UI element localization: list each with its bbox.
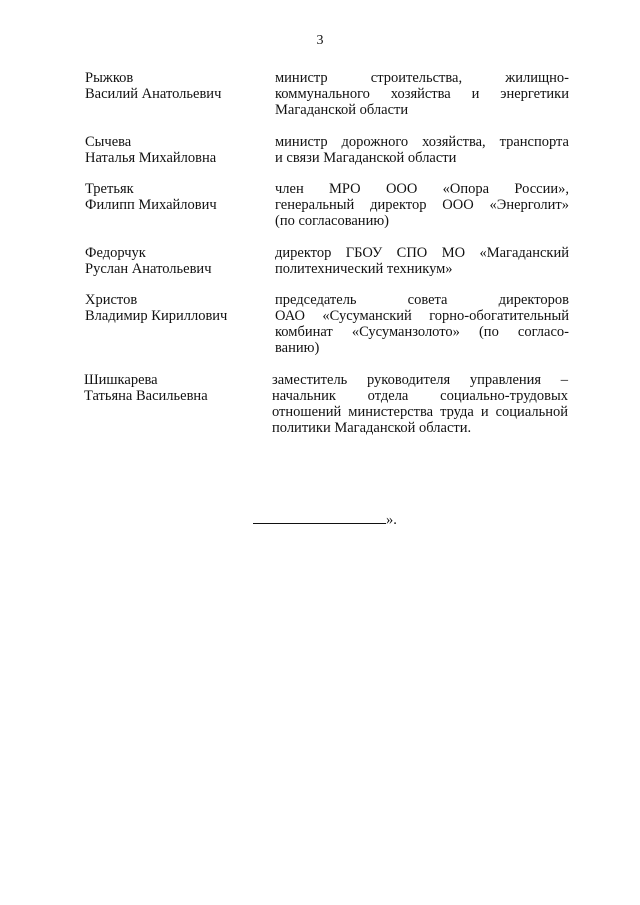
member-surname: Третьяк <box>85 181 134 197</box>
member-role <box>275 181 569 229</box>
member-given-names: Василий Анатольевич <box>85 86 222 102</box>
member-name <box>85 70 265 102</box>
member-name <box>84 372 264 404</box>
closing-quote: ». <box>386 512 397 528</box>
role-line: политехнический техникум» <box>275 261 453 277</box>
member-role <box>275 70 569 118</box>
member-name <box>85 134 265 166</box>
member-role <box>275 134 569 166</box>
member-surname: Христов <box>85 292 138 308</box>
role-line: директор ГБОУ СПО МО «Магаданский <box>275 245 569 261</box>
member-name <box>85 292 265 324</box>
member-surname: Рыжков <box>85 70 134 86</box>
member-name <box>85 181 265 213</box>
role-line: отношений министерства труда и социальной <box>272 404 568 420</box>
role-line: начальник отдела социально-трудовых <box>272 388 568 404</box>
role-line: генеральный директор ООО «Энерголит» <box>275 197 569 213</box>
role-line: политики Магаданской области. <box>272 420 472 436</box>
signature-rule <box>253 510 386 524</box>
role-line: и связи Магаданской области <box>275 150 457 166</box>
member-role <box>275 292 569 356</box>
role-line: ОАО «Сусуманский горно-обогатительный <box>275 308 569 324</box>
member-name <box>85 245 265 277</box>
role-line: заместитель руководителя управления – <box>272 372 568 388</box>
role-line: Магаданской области <box>275 102 409 118</box>
page-number: 3 <box>316 33 324 48</box>
member-given-names: Наталья Михайловна <box>85 150 217 166</box>
member-given-names: Татьяна Васильевна <box>84 388 208 404</box>
role-line: председатель совета директоров <box>275 292 569 308</box>
member-role <box>272 372 568 436</box>
role-line: комбинат «Сусуманзолото» (по согласо- <box>275 324 569 340</box>
role-line: член МРО ООО «Опора России», <box>275 181 569 197</box>
closing-line <box>253 510 397 528</box>
role-line: ванию) <box>275 340 320 356</box>
role-line: министр строительства, жилищно- <box>275 70 569 86</box>
role-line: (по согласованию) <box>275 213 389 229</box>
member-given-names: Филипп Михайлович <box>85 197 217 213</box>
role-line: министр дорожного хозяйства, транспорта <box>275 134 569 150</box>
member-surname: Федорчук <box>85 245 146 261</box>
member-given-names: Руслан Анатольевич <box>85 261 212 277</box>
member-surname: Сычева <box>85 134 132 150</box>
member-given-names: Владимир Кириллович <box>85 308 228 324</box>
member-surname: Шишкарева <box>84 372 158 388</box>
member-role <box>275 245 569 277</box>
role-line: коммунального хозяйства и энергетики <box>275 86 569 102</box>
